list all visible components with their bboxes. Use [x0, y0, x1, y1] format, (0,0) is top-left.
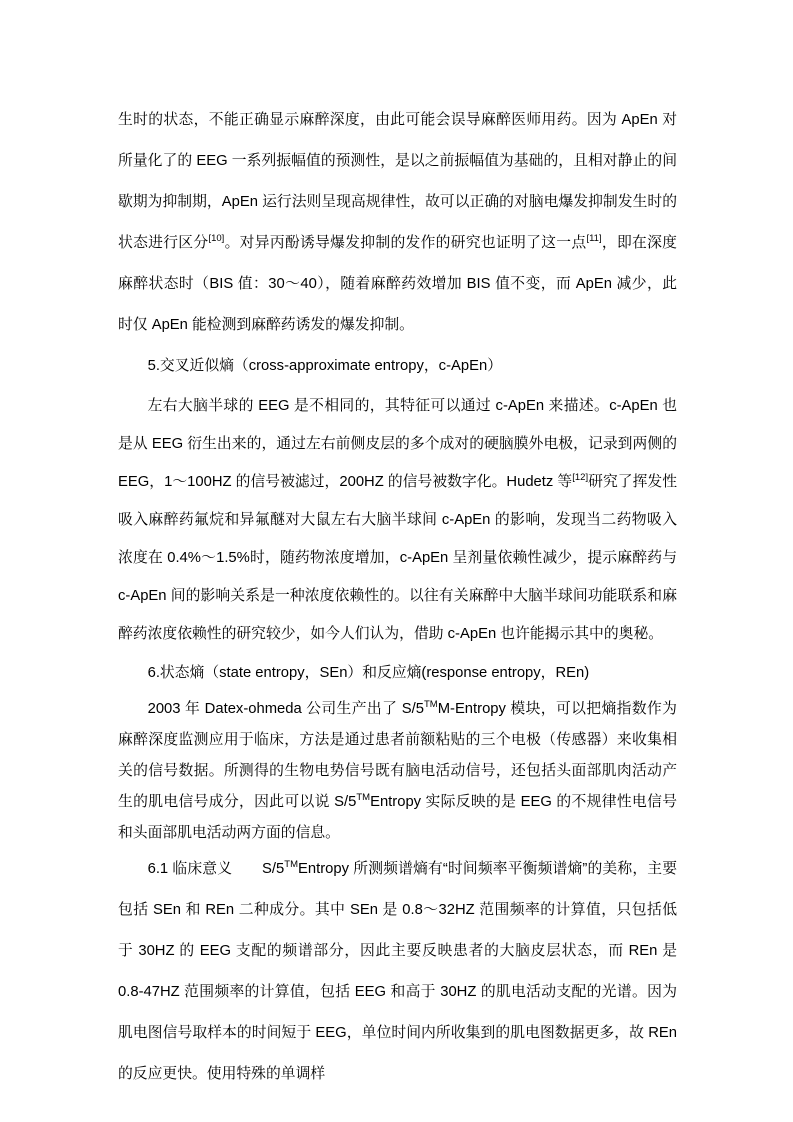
text-run: 6.1 临床意义 S/5	[147, 861, 285, 877]
text-run: ，即在深度麻醉状态时（BIS 值：30～40），随着麻醉药效增加 BIS 值不变，而 ApEn 减少，此时仅 ApEn 能检测到麻醉药诱发的爆发抑制。	[118, 235, 677, 333]
text-run: M-Entropy 模块，可以把熵指数作为麻醉深度监测应用于临床，方法是通过患者前额粘贴的三个电极（传感器）来收集相关的信号数据。所测得的生物电势信号既有脑电活动信号，还包括头面部肌肉活动产生的肌电信号成分，因此可以说 S/5	[118, 701, 677, 810]
text-run: 2003 年 Datex-ohmeda 公司生产出了 S/5	[147, 701, 424, 717]
text-run: 研究了挥发性吸入麻醉药氟烷和异氟醚对大鼠左右大脑半球间 c-ApEn 的影响，发现当二药物吸入浓度在 0.4%～1.5%时，随药物浓度增加，c-ApEn 呈剂量依赖性减少，提示麻醉药与 c-ApEn 间的影响关系是一种浓度依赖性的。以往有关麻醉中大脑半球间功能联系和麻醉药浓度依赖性的研究较少，如今人们认为，借助 c-ApEn 也许能揭示其中的奥秘。	[118, 474, 677, 642]
text-run: 5.交叉近似熵（cross-approximate entropy，c-ApEn）	[147, 358, 503, 374]
superscript-reference: [10]	[208, 233, 225, 245]
paragraph-apen-burst-suppression	[118, 100, 677, 346]
paragraph-c-apen-description	[118, 387, 677, 653]
superscript-reference: TM	[284, 859, 298, 871]
superscript-reference: [12]	[572, 472, 589, 484]
text-run: 生时的状态，不能正确显示麻醉深度，由此可能会误导麻醉医师用药。因为 ApEn 对所量化了的 EEG 一系列振幅值的预测性，是以之前振幅值为基础的，且相对静止的间歇期为抑制期，ApEn 运行法则呈现高规律性，故可以正确的对脑电爆发抑制发生时的状态进行区分	[118, 112, 677, 251]
heading-state-response-entropy	[118, 653, 677, 694]
heading-cross-approximate-entropy	[118, 346, 677, 387]
text-run: Entropy 所测频谱熵有“时间频率平衡频谱熵”的美称，主要包括 SEn 和 REn 二种成分。其中 SEn 是 0.8～32HZ 范围频率的计算值，只包括低于 30HZ 的 EEG 支配的频谱部分，因此主要反映患者的大脑皮层状态，而 REn 是 0.8-47HZ 范围频率的计算值，包括 EEG 和高于 30HZ 的肌电活动支配的光谱。因为肌电图信号取样本的时间短于 EEG，单位时间内所收集到的肌电图数据更多，故 REn 的反应更快。使用特殊的单调样	[118, 861, 677, 1082]
paragraph-clinical-significance	[118, 849, 677, 1095]
superscript-reference: TM	[356, 792, 371, 804]
text-run: 左右大脑半球的 EEG 是不相同的，其特征可以通过 c-ApEn 来描述。c-ApEn 也是从 EEG 衍生出来的，通过左右前侧皮层的多个成对的硬脑膜外电极，记录到两侧的 EEG，1～100HZ 的信号被滤过，200HZ 的信号被数字化。Hudetz 等	[118, 398, 677, 490]
paragraph-s5-entropy-module	[118, 694, 677, 849]
text-run: 。对异丙酚诱导爆发抑制的发作的研究也证明了这一点	[224, 235, 587, 251]
document-body	[118, 100, 677, 1095]
superscript-reference: TM	[423, 699, 438, 711]
superscript-reference: [11]	[586, 233, 602, 245]
text-run: Entropy 实际反映的是 EEG 的不规律性电信号和头面部肌电活动两方面的信息。	[118, 794, 678, 841]
text-run: 6.状态熵（state entropy，SEn）和反应熵(response entropy，REn)	[147, 665, 590, 681]
